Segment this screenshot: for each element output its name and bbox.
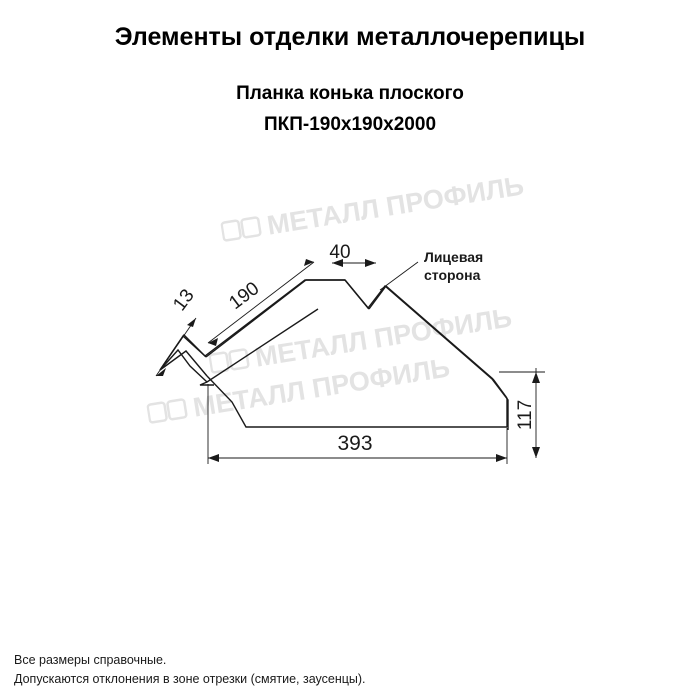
profile-outline-bottom: [207, 383, 508, 430]
left-flange-lower: [160, 351, 207, 376]
face-side-label-line2: сторона: [424, 267, 481, 283]
arrow-117-b: [532, 372, 540, 383]
dim-190-line: [208, 262, 314, 343]
watermark-text: МЕТАЛЛ ПРОФИЛЬ: [191, 352, 452, 423]
crest-right: [369, 286, 386, 309]
dim-label-190: 190: [225, 278, 264, 314]
dim-13-line: [156, 318, 196, 376]
dim-label-117: 117: [515, 399, 536, 431]
arrow-40-b: [365, 259, 376, 267]
crest-left: [345, 280, 369, 309]
profile-bend-detail: [200, 382, 214, 385]
profile-outline-top: [160, 280, 508, 430]
upper-slope-right: [386, 286, 493, 379]
arrow-13-b: [187, 318, 196, 327]
face-side-leader: [380, 262, 418, 290]
header-block: [0, 22, 700, 138]
technical-drawing: [0, 170, 700, 500]
arrow-190-b: [304, 259, 314, 266]
watermark-text: МЕТАЛЛ ПРОФИЛЬ: [253, 302, 514, 373]
profile-base: [207, 382, 508, 427]
right-bend: [493, 379, 507, 398]
watermark-text: МЕТАЛЛ ПРОФИЛЬ: [265, 170, 526, 241]
profile-outline-left-fold: [160, 309, 318, 382]
arrow-117-a: [532, 447, 540, 458]
drawing-svg: [0, 170, 700, 500]
bottom-outline: [207, 376, 507, 427]
product-code: ПКП-190х190х2000: [263, 114, 437, 135]
dim-label-40: 40: [329, 242, 351, 263]
product-name: Планка конька плоского: [236, 83, 464, 104]
arrow-393-b: [496, 454, 507, 462]
page-title: Элементы отделки металлочерепицы: [114, 23, 586, 51]
arrow-393-a: [208, 454, 219, 462]
footer-notes: [14, 651, 686, 689]
face-side-label-line1: Лицевая: [424, 249, 484, 265]
dim-label-13: 13: [169, 285, 199, 316]
footer-line-1: Все размеры справочные.: [14, 653, 167, 667]
dim-label-393: 393: [337, 432, 373, 455]
footer-line-2: Допускаются отклонения в зоне отрезки (смятие, заусенцы).: [14, 672, 366, 686]
